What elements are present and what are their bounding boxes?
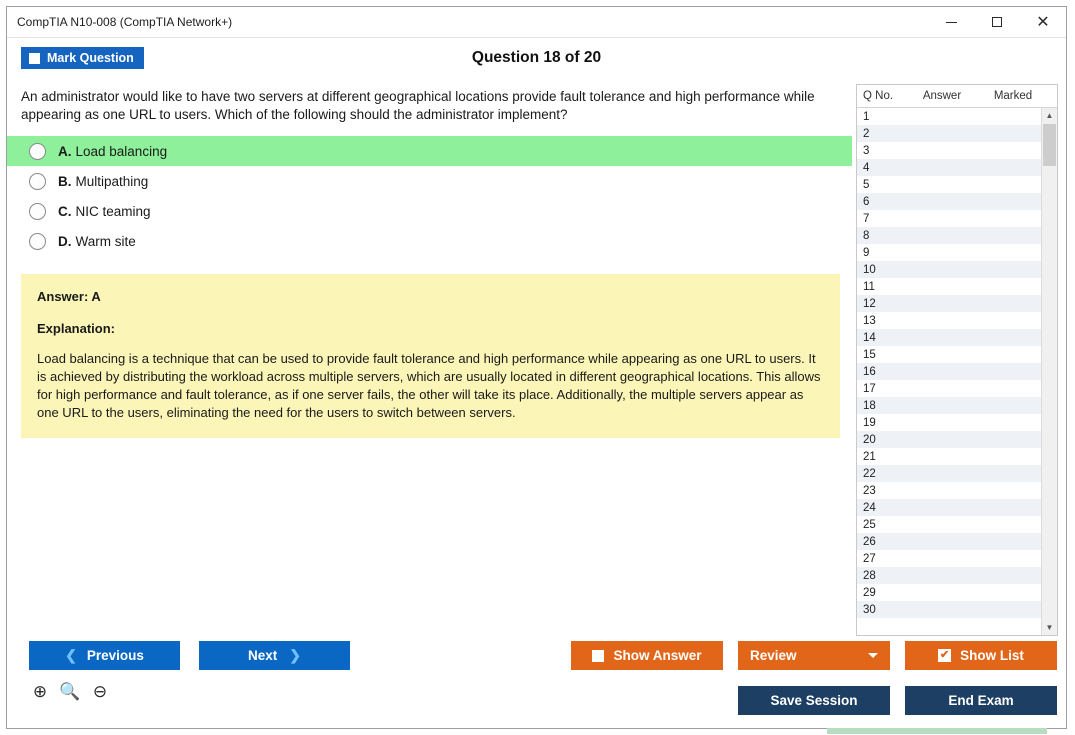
zoom-reset-icon[interactable]: 🔍: [59, 682, 81, 701]
show-list-button[interactable]: [905, 641, 1057, 670]
question-number-cell: 22: [863, 467, 876, 480]
table-row[interactable]: [857, 244, 1057, 261]
answer-option-a[interactable]: [7, 136, 852, 166]
question-number-cell: 13: [863, 314, 876, 327]
window-title: CompTIA N10-008 (CompTIA Network+): [17, 15, 233, 29]
maximize-button[interactable]: [974, 7, 1020, 37]
radio-icon[interactable]: [29, 143, 46, 160]
question-number-cell: 19: [863, 416, 876, 429]
status-accent-bar: [827, 728, 1047, 734]
table-row[interactable]: [857, 516, 1057, 533]
scroll-down-area[interactable]: [1042, 620, 1057, 635]
question-number-cell: 1: [863, 110, 870, 123]
answer-option-d[interactable]: [7, 226, 852, 256]
answer-option-a-letter: A.: [58, 143, 72, 159]
table-row[interactable]: [857, 125, 1057, 142]
table-row[interactable]: [857, 295, 1057, 312]
question-number-cell: 15: [863, 348, 876, 361]
explanation-text: Load balancing is a technique that can be used to provide fault tolerance and high performance while appearing as one URL to users. It is achieved by distributing the workload across multiple servers, which are usually located in different geographical locations. This allows for high performance and fault tolerance, as if one server fails, the other will take its place. Additionally, the multiple servers appear as one URL to the users, eliminating the need for the users to switch between servers.: [37, 351, 821, 421]
footer-toolbar: [7, 636, 1066, 728]
window-controls: [928, 7, 1066, 37]
column-header-answer: Answer: [922, 90, 962, 102]
explanation-label: Explanation:: [37, 321, 116, 337]
body-area: [7, 78, 1066, 636]
question-list-panel: [856, 84, 1058, 636]
radio-icon[interactable]: [29, 173, 46, 190]
exam-app-window: [6, 6, 1067, 729]
question-number-cell: 3: [863, 144, 870, 157]
answer-key-label: Answer: A: [37, 289, 101, 305]
question-number-cell: 16: [863, 365, 876, 378]
table-row[interactable]: [857, 210, 1057, 227]
chevron-left-icon: ❮: [65, 647, 77, 663]
table-row[interactable]: [857, 397, 1057, 414]
radio-icon[interactable]: [29, 203, 46, 220]
title-bar: [7, 7, 1066, 38]
question-number-cell: 28: [863, 569, 876, 582]
table-row[interactable]: [857, 142, 1057, 159]
answer-option-d-letter: D.: [58, 233, 72, 249]
question-header: [7, 38, 1066, 78]
table-row[interactable]: [857, 482, 1057, 499]
table-row[interactable]: [857, 363, 1057, 380]
question-number-cell: 6: [863, 195, 870, 208]
column-header-marked: Marked: [993, 90, 1033, 102]
scroll-up-icon[interactable]: ▲: [1045, 111, 1054, 120]
table-row[interactable]: [857, 533, 1057, 550]
previous-button[interactable]: [29, 641, 180, 670]
question-pane: [7, 78, 852, 636]
checkbox-icon: [29, 53, 40, 64]
table-row[interactable]: [857, 448, 1057, 465]
question-number-cell: 8: [863, 229, 870, 242]
next-button[interactable]: [199, 641, 350, 670]
question-number-cell: 17: [863, 382, 876, 395]
minimize-icon: [946, 22, 957, 23]
question-number-cell: 20: [863, 433, 876, 446]
question-number-cell: 5: [863, 178, 870, 191]
explanation-panel: [21, 274, 840, 438]
table-row[interactable]: [857, 278, 1057, 295]
save-session-label: Save Session: [770, 693, 858, 708]
scroll-down-icon[interactable]: ▼: [1045, 623, 1054, 632]
question-number-cell: 29: [863, 586, 876, 599]
question-list-header: [857, 85, 1057, 108]
table-row[interactable]: [857, 261, 1057, 278]
table-row[interactable]: [857, 601, 1057, 618]
answer-option-b-text: Multipathing: [75, 173, 149, 189]
table-row[interactable]: [857, 465, 1057, 482]
question-list-body[interactable]: [857, 108, 1057, 635]
minimize-button[interactable]: [928, 7, 974, 37]
table-row[interactable]: [857, 108, 1057, 125]
page-title: Question 18 of 20: [471, 49, 602, 66]
question-number-cell: 11: [863, 280, 875, 293]
question-number-cell: 7: [863, 212, 870, 225]
mark-question-button[interactable]: [21, 47, 144, 69]
chevron-down-icon: [868, 653, 878, 658]
question-number-cell: 10: [863, 263, 876, 276]
answer-option-d-text: Warm site: [75, 233, 136, 249]
question-number-cell: 24: [863, 501, 876, 514]
table-row[interactable]: [857, 550, 1057, 567]
column-header-qno: Q No.: [863, 90, 894, 102]
question-number-cell: 25: [863, 518, 876, 531]
save-session-button[interactable]: [738, 686, 890, 715]
scrollbar-thumb[interactable]: [1043, 124, 1056, 166]
answer-option-c-letter: C.: [58, 203, 72, 219]
table-row[interactable]: [857, 176, 1057, 193]
question-number-cell: 26: [863, 535, 876, 548]
question-list-scrollbar[interactable]: [1041, 108, 1057, 635]
maximize-icon: [992, 17, 1002, 27]
review-label: Review: [750, 648, 797, 663]
close-button[interactable]: ✕: [1036, 14, 1050, 31]
answer-option-c[interactable]: [7, 196, 852, 226]
question-number-cell: 14: [863, 331, 876, 344]
table-row[interactable]: [857, 346, 1057, 363]
question-number-cell: 18: [863, 399, 876, 412]
answer-option-a-text: Load balancing: [75, 143, 168, 159]
checkbox-icon: [592, 650, 604, 662]
question-number-cell: 12: [863, 297, 876, 310]
zoom-out-icon[interactable]: ⊖: [92, 682, 108, 701]
question-number-cell: 2: [863, 127, 870, 140]
table-row[interactable]: [857, 380, 1057, 397]
next-label: Next: [248, 648, 278, 663]
question-stem: An administrator would like to have two servers at different geographical locations provide fault tolerance and high performance while appearing as one URL to users. Which of the following should the administrator implement?: [21, 89, 815, 123]
show-answer-label: Show Answer: [613, 648, 702, 663]
table-row[interactable]: [857, 329, 1057, 346]
table-row[interactable]: [857, 312, 1057, 329]
question-number-cell: 9: [863, 246, 870, 259]
show-list-label: Show List: [960, 648, 1024, 663]
review-dropdown[interactable]: [738, 641, 890, 670]
answer-option-c-text: NIC teaming: [75, 203, 151, 219]
end-exam-button[interactable]: [905, 686, 1057, 715]
show-answer-button[interactable]: [571, 641, 723, 670]
question-number-cell: 27: [863, 552, 876, 565]
chevron-right-icon: ❯: [289, 647, 301, 663]
table-row[interactable]: [857, 567, 1057, 584]
table-row[interactable]: [857, 414, 1057, 431]
table-row[interactable]: [857, 499, 1057, 516]
table-row[interactable]: [857, 584, 1057, 601]
checkbox-checked-icon: ✔: [940, 649, 950, 661]
table-row[interactable]: [857, 431, 1057, 448]
end-exam-label: End Exam: [948, 693, 1014, 708]
previous-label: Previous: [86, 648, 144, 663]
radio-icon[interactable]: [29, 233, 46, 250]
table-row[interactable]: [857, 227, 1057, 244]
answer-choices: [7, 136, 852, 256]
question-number-cell: 4: [863, 161, 870, 174]
zoom-in-icon[interactable]: ⊕: [32, 682, 48, 701]
question-number-cell: 30: [863, 603, 876, 616]
table-row[interactable]: [857, 193, 1057, 210]
question-number-cell: 21: [863, 450, 876, 463]
answer-option-b[interactable]: [7, 166, 852, 196]
zoom-toolbar: [29, 681, 111, 703]
answer-option-b-letter: B.: [58, 173, 72, 189]
question-number-cell: 23: [863, 484, 876, 497]
table-row[interactable]: [857, 159, 1057, 176]
mark-question-label: Mark Question: [47, 51, 134, 65]
